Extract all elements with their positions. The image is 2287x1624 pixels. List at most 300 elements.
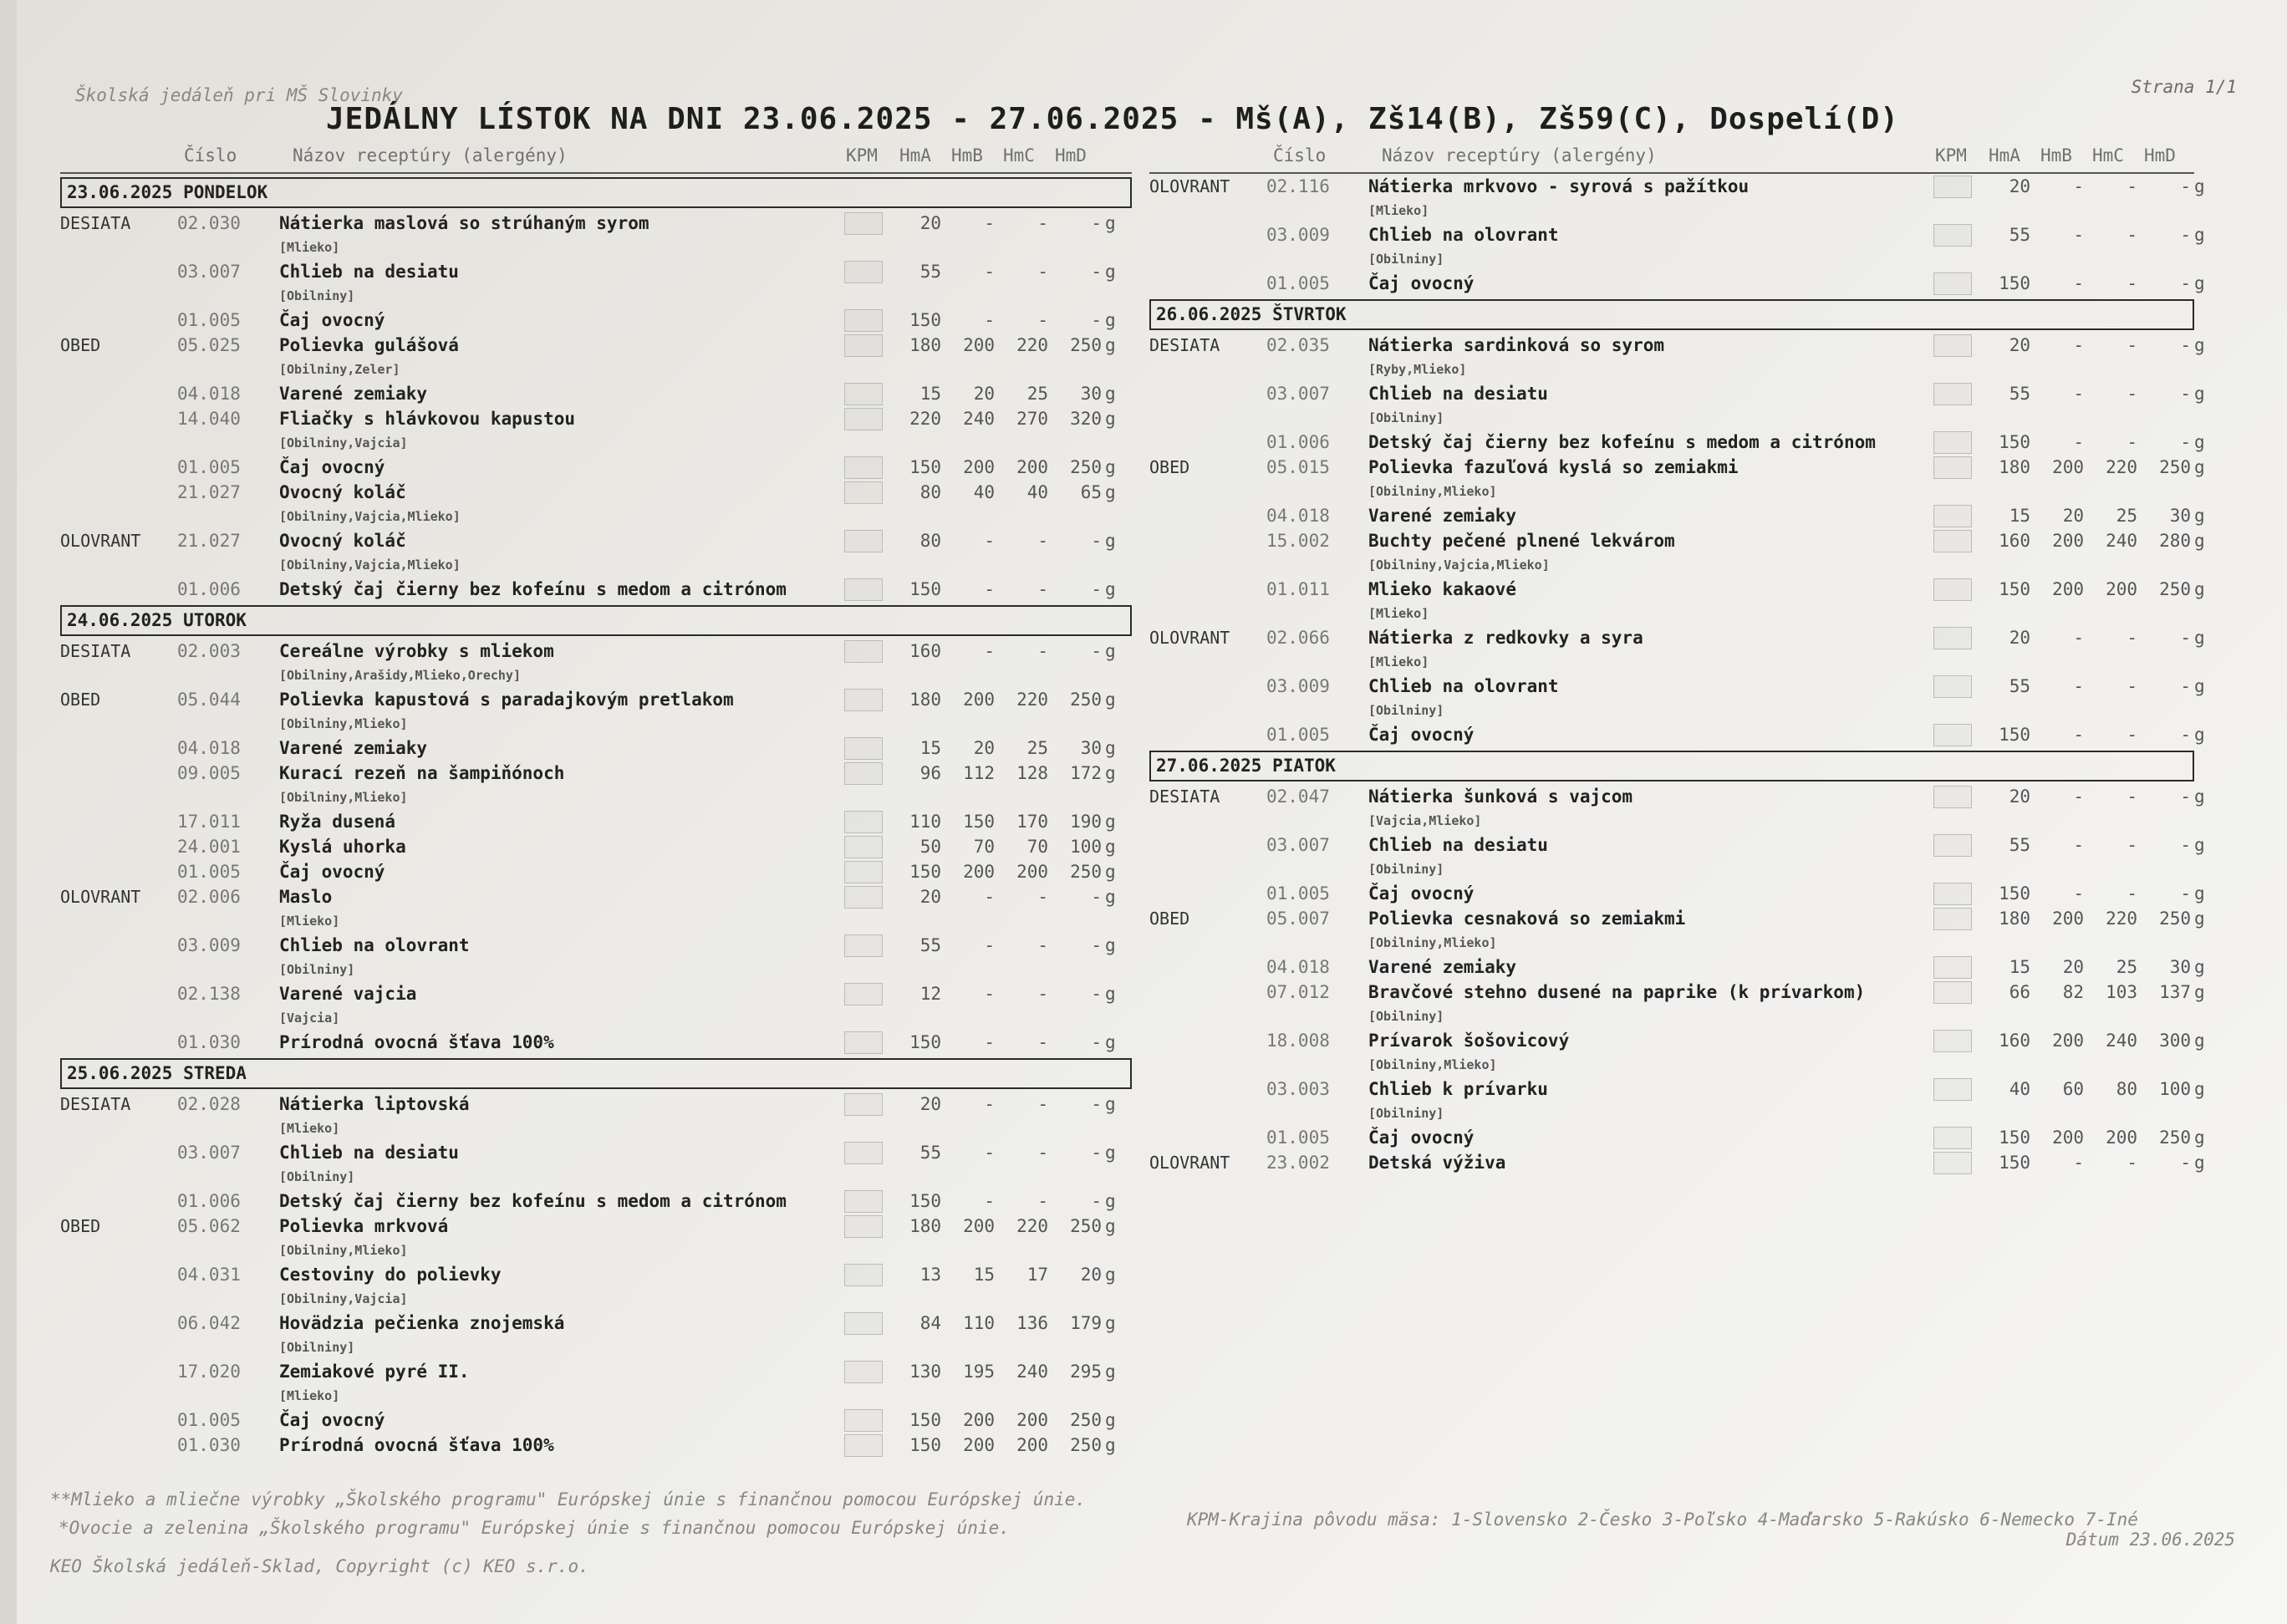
menu-item-row: [60, 1140, 1132, 1165]
kpm-box: [844, 578, 883, 601]
recipe-code: 02.138: [177, 984, 241, 1004]
day-header: 27.06.2025 PIATOK: [1149, 751, 2194, 781]
recipe-name: Polievka cesnaková so zemiakmi: [1368, 909, 1686, 929]
allergen-row: [1149, 553, 2194, 577]
menu-item-row: [60, 761, 1132, 786]
allergen-row: [60, 1336, 1132, 1359]
recipe-name: Nátierka liptovská: [279, 1094, 470, 1114]
portion-b: 200: [963, 1216, 995, 1236]
kpm-box: [844, 456, 883, 479]
allergens: [Obilniny]: [1368, 862, 1444, 877]
allergens: [Obilniny,Vajcia,Mlieko]: [279, 557, 461, 573]
allergen-row: [60, 553, 1132, 577]
recipe-code: 02.006: [177, 887, 241, 907]
recipe-code: 24.001: [177, 837, 241, 857]
unit: g: [2194, 676, 2205, 696]
portion-d: -: [2180, 432, 2191, 452]
unit: g: [1105, 763, 1116, 783]
portion-a: 55: [2009, 835, 2030, 855]
header-kpm: KPM: [846, 145, 878, 165]
recipe-code: 21.027: [177, 531, 241, 551]
kpm-box: [1933, 431, 1972, 454]
kpm-box: [844, 1031, 883, 1054]
portion-b: -: [984, 1094, 995, 1114]
kpm-box: [844, 1312, 883, 1335]
portion-d: -: [1091, 310, 1102, 330]
portion-a: 80: [919, 531, 941, 551]
unit: g: [1105, 1094, 1116, 1114]
header-nazov: Názov receptúry (alergény): [293, 145, 568, 165]
portion-c: 40: [1026, 482, 1048, 502]
portion-b: 20: [2062, 957, 2084, 977]
menu-item-row: [60, 1408, 1132, 1433]
menu-item-row: [60, 577, 1132, 602]
portion-b: -: [2073, 384, 2084, 404]
portion-b: 200: [2052, 909, 2084, 929]
portion-a: 150: [1999, 725, 2030, 745]
recipe-name: Detský čaj čierny bez kofeínu s medom a citrónom: [279, 579, 787, 599]
recipe-name: Maslo: [279, 887, 333, 907]
recipe-name: Čaj ovocný: [1368, 273, 1475, 293]
menu-item-row: [60, 381, 1132, 406]
portion-d: -: [1091, 531, 1102, 551]
kpm-box: [1933, 908, 1972, 930]
allergen-row: [60, 1384, 1132, 1408]
unit: g: [1105, 262, 1116, 282]
unit: g: [2194, 225, 2205, 245]
kpm-box: [1933, 883, 1972, 905]
header-hmd: HmD: [2144, 145, 2176, 165]
recipe-name: Zemiakové pyré II.: [279, 1362, 470, 1382]
kpm-box: [844, 530, 883, 552]
meal-type: DESIATA: [60, 641, 131, 661]
recipe-code: 05.044: [177, 690, 241, 710]
portion-d: 179: [1070, 1313, 1102, 1333]
header-hmc: HmC: [2092, 145, 2124, 165]
recipe-name: Bravčové stehno dusené na paprike (k prívarkom): [1368, 982, 1866, 1002]
portion-b: 200: [963, 1435, 995, 1455]
unit: g: [1105, 862, 1116, 882]
recipe-code: 02.003: [177, 641, 241, 661]
portion-c: -: [1037, 641, 1048, 661]
portion-a: 55: [2009, 384, 2030, 404]
unit: g: [2194, 725, 2205, 745]
unit: g: [2194, 384, 2205, 404]
unit: g: [1105, 1032, 1116, 1052]
menu-item-row: [1149, 881, 2205, 906]
portion-b: 200: [963, 457, 995, 477]
menu-item-row: [1149, 271, 2205, 296]
meal-type: DESIATA: [60, 213, 131, 233]
unit: g: [2194, 1153, 2205, 1173]
menu-item-row: [1149, 430, 2205, 455]
unit: g: [2194, 506, 2205, 526]
unit: g: [1105, 1216, 1116, 1236]
menu-item-row: [1149, 906, 2205, 931]
recipe-code: 01.006: [1266, 432, 1330, 452]
recipe-name: Varené zemiaky: [1368, 957, 1517, 977]
recipe-name: Varené zemiaky: [279, 384, 428, 404]
menu-item-row: [60, 211, 1132, 236]
recipe-code: 03.007: [1266, 384, 1330, 404]
portion-d: 30: [1080, 738, 1102, 758]
recipe-name: Detský čaj čierny bez kofeínu s medom a citrónom: [1368, 432, 1876, 452]
portion-d: 250: [1070, 457, 1102, 477]
kpm-box: [844, 737, 883, 760]
portion-b: -: [984, 213, 995, 233]
recipe-name: Nátierka sardinková so syrom: [1368, 335, 1665, 355]
portion-d: 250: [2159, 579, 2191, 599]
allergens: [Obilniny,Vajcia]: [279, 1291, 408, 1306]
recipe-name: Čaj ovocný: [279, 862, 385, 882]
allergens: [Obilniny]: [1368, 703, 1444, 718]
recipe-code: 03.009: [1266, 225, 1330, 245]
portion-b: -: [984, 935, 995, 955]
recipe-code: 02.030: [177, 213, 241, 233]
menu-item-row: [1149, 1150, 2205, 1175]
menu-item-row: [60, 1030, 1132, 1055]
unit: g: [1105, 409, 1116, 429]
recipe-code: 01.005: [1266, 273, 1330, 293]
portion-c: 220: [2106, 909, 2137, 929]
kpm-box: [1933, 578, 1972, 601]
allergen-row: [1149, 931, 2194, 955]
portion-b: 40: [973, 482, 995, 502]
portion-d: -: [2180, 883, 2191, 904]
recipe-name: Čaj ovocný: [1368, 883, 1475, 904]
recipe-code: 04.018: [1266, 957, 1330, 977]
day-header: 24.06.2025 UTOROK: [60, 605, 1132, 636]
kpm-box: [844, 640, 883, 663]
unit: g: [1105, 641, 1116, 661]
allergen-row: [60, 958, 1132, 981]
unit: g: [2194, 273, 2205, 293]
recipe-code: 03.009: [1266, 676, 1330, 696]
recipe-code: 01.030: [177, 1032, 241, 1052]
portion-d: 30: [2169, 957, 2191, 977]
portion-d: 300: [2159, 1031, 2191, 1051]
recipe-name: Hovädzia pečienka znojemská: [279, 1313, 565, 1333]
footnote-fruit: *Ovocie a zelenina „Školského programu" Európskej únie s finančnou pomocou Európskej únie.: [59, 1518, 1010, 1538]
portion-b: 60: [2062, 1079, 2084, 1099]
menu-item-row: [60, 933, 1132, 958]
portion-c: -: [2127, 335, 2137, 355]
portion-a: 15: [919, 738, 941, 758]
allergens: [Mlieko]: [279, 1121, 340, 1136]
portion-c: 128: [1016, 763, 1048, 783]
portion-a: 20: [919, 1094, 941, 1114]
menu-item-row: [1149, 784, 2205, 809]
meal-type: OBED: [1149, 457, 1190, 477]
day-header: 23.06.2025 PONDELOK: [60, 177, 1132, 208]
recipe-code: 18.008: [1266, 1031, 1330, 1051]
allergens: [Obilniny,Mlieko]: [279, 716, 408, 731]
portion-c: 25: [2116, 957, 2137, 977]
allergens: [Ryby,Mlieko]: [1368, 362, 1467, 377]
portion-c: -: [2127, 273, 2137, 293]
unit: g: [1105, 1410, 1116, 1430]
kpm-box: [844, 309, 883, 332]
header-hmc: HmC: [1003, 145, 1035, 165]
unit: g: [1105, 213, 1116, 233]
portion-c: 200: [1016, 862, 1048, 882]
recipe-code: 21.027: [177, 482, 241, 502]
portion-a: 110: [909, 812, 941, 832]
kpm-box: [844, 334, 883, 357]
recipe-name: Chlieb na desiatu: [279, 262, 459, 282]
recipe-code: 03.003: [1266, 1079, 1330, 1099]
allergen-row: [60, 1006, 1132, 1030]
portion-b: -: [2073, 225, 2084, 245]
allergens: [Obilniny,Mlieko]: [279, 790, 408, 805]
portion-c: 25: [2116, 506, 2137, 526]
portion-d: -: [2180, 787, 2191, 807]
unit: g: [1105, 310, 1116, 330]
portion-d: -: [2180, 176, 2191, 196]
portion-b: -: [2073, 335, 2084, 355]
unit: g: [2194, 1128, 2205, 1148]
allergen-row: [1149, 1102, 2194, 1125]
recipe-name: Polievka kapustová s paradajkovým pretlakom: [279, 690, 734, 710]
menu-sheet: [17, 0, 2287, 1624]
kpm-box: [1933, 956, 1972, 979]
left-column: [60, 142, 1132, 1458]
recipe-code: 03.007: [1266, 835, 1330, 855]
portion-b: 200: [963, 335, 995, 355]
portion-c: 25: [1026, 738, 1048, 758]
portion-b: 200: [2052, 579, 2084, 599]
print-date: Dátum 23.06.2025: [2065, 1530, 2235, 1550]
recipe-name: Čaj ovocný: [1368, 725, 1475, 745]
unit: g: [2194, 432, 2205, 452]
unit: g: [1105, 482, 1116, 502]
menu-item-row: [60, 736, 1132, 761]
recipe-code: 03.009: [177, 935, 241, 955]
portion-c: -: [2127, 628, 2137, 648]
menu-item-row: [60, 859, 1132, 884]
portion-c: 25: [1026, 384, 1048, 404]
kpm-box: [1933, 1078, 1972, 1101]
school-name: Školská jedáleň pri MŠ Slovinky: [75, 85, 403, 105]
portion-b: 70: [973, 837, 995, 857]
allergen-row: [1149, 358, 2194, 381]
day-header: 25.06.2025 STREDA: [60, 1058, 1132, 1089]
portion-d: 250: [2159, 457, 2191, 477]
header-kpm: KPM: [1935, 145, 1967, 165]
portion-a: 150: [909, 1191, 941, 1211]
unit: g: [2194, 909, 2205, 929]
portion-d: 172: [1070, 763, 1102, 783]
portion-c: -: [1037, 579, 1048, 599]
recipe-code: 01.005: [1266, 1128, 1330, 1148]
portion-a: 15: [2009, 957, 2030, 977]
recipe-code: 01.005: [177, 862, 241, 882]
recipe-name: Nátierka mrkvovo - syrová s pažítkou: [1368, 176, 1750, 196]
recipe-code: 05.007: [1266, 909, 1330, 929]
portion-a: 150: [909, 1410, 941, 1430]
meal-type: OBED: [60, 1216, 101, 1236]
portion-c: -: [2127, 883, 2137, 904]
unit: g: [1105, 531, 1116, 551]
portion-c: -: [1037, 887, 1048, 907]
portion-b: -: [2073, 628, 2084, 648]
portion-c: -: [1037, 1143, 1048, 1163]
unit: g: [1105, 1313, 1116, 1333]
recipe-code: 01.006: [177, 579, 241, 599]
allergens: [Obilniny,Mlieko]: [279, 1243, 408, 1258]
portion-b: -: [2073, 273, 2084, 293]
portion-a: 180: [909, 1216, 941, 1236]
portion-d: 320: [1070, 409, 1102, 429]
allergens: [Obilniny]: [279, 962, 355, 977]
header-hmd: HmD: [1055, 145, 1087, 165]
kpm-box: [844, 689, 883, 711]
allergens: [Obilniny]: [1368, 252, 1444, 267]
recipe-code: 01.005: [177, 1410, 241, 1430]
portion-c: -: [2127, 725, 2137, 745]
portion-b: -: [984, 1032, 995, 1052]
kpm-box: [844, 1215, 883, 1238]
portion-d: 250: [2159, 1128, 2191, 1148]
portion-a: 150: [1999, 273, 2030, 293]
portion-d: -: [1091, 1191, 1102, 1211]
portion-b: -: [984, 310, 995, 330]
menu-item-row: [60, 687, 1132, 712]
kpm-box: [844, 836, 883, 858]
meal-type: OLOVRANT: [60, 887, 141, 907]
allergens: [Mlieko]: [1368, 203, 1429, 218]
portion-c: 17: [1026, 1265, 1048, 1285]
recipe-code: 04.018: [177, 384, 241, 404]
unit: g: [2194, 1031, 2205, 1051]
menu-item-row: [60, 1359, 1132, 1384]
portion-a: 55: [2009, 676, 2030, 696]
menu-item-row: [60, 528, 1132, 553]
portion-b: -: [2073, 725, 2084, 745]
unit: g: [2194, 628, 2205, 648]
recipe-code: 02.035: [1266, 335, 1330, 355]
allergen-row: [1149, 480, 2194, 503]
portion-b: 82: [2062, 982, 2084, 1002]
portion-c: -: [2127, 432, 2137, 452]
portion-b: -: [984, 262, 995, 282]
allergens: [Obilniny,Vajcia]: [279, 435, 408, 451]
portion-c: 200: [1016, 1410, 1048, 1430]
kpm-box: [1933, 786, 1972, 808]
portion-a: 20: [919, 887, 941, 907]
portion-a: 15: [919, 384, 941, 404]
portion-a: 150: [909, 310, 941, 330]
kpm-box: [1933, 1152, 1972, 1174]
header-hmb: HmB: [2040, 145, 2072, 165]
recipe-name: Chlieb k prívarku: [1368, 1079, 1548, 1099]
portion-a: 150: [1999, 1153, 2030, 1173]
allergen-row: [60, 505, 1132, 528]
portion-d: -: [2180, 835, 2191, 855]
unit: g: [2194, 457, 2205, 477]
recipe-code: 01.005: [177, 457, 241, 477]
portion-d: 30: [2169, 506, 2191, 526]
menu-item-row: [1149, 625, 2205, 650]
meal-type: OBED: [1149, 909, 1190, 929]
menu-item-row: [1149, 674, 2205, 699]
menu-item-row: [1149, 174, 2205, 199]
unit: g: [1105, 579, 1116, 599]
portion-d: -: [2180, 273, 2191, 293]
portion-d: -: [2180, 335, 2191, 355]
kpm-box: [844, 1190, 883, 1213]
recipe-code: 03.007: [177, 1143, 241, 1163]
portion-c: -: [2127, 384, 2137, 404]
unit: g: [1105, 457, 1116, 477]
portion-d: -: [1091, 1094, 1102, 1114]
allergens: [Vajcia]: [279, 1011, 340, 1026]
recipe-name: Čaj ovocný: [279, 1410, 385, 1430]
menu-item-row: [60, 1262, 1132, 1287]
kpm-box: [844, 408, 883, 430]
portion-d: 280: [2159, 531, 2191, 551]
portion-d: -: [1091, 213, 1102, 233]
recipe-name: Polievka gulášová: [279, 335, 459, 355]
portion-b: -: [2073, 676, 2084, 696]
portion-a: 20: [919, 213, 941, 233]
kpm-box: [844, 261, 883, 283]
menu-item-row: [60, 1189, 1132, 1214]
portion-b: 110: [963, 1313, 995, 1333]
menu-item-row: [1149, 222, 2205, 247]
portion-b: -: [2073, 432, 2084, 452]
page-number: Strana 1/1: [2131, 77, 2237, 97]
portion-c: -: [1037, 984, 1048, 1004]
recipe-name: Detská výživa: [1368, 1153, 1506, 1173]
portion-a: 20: [2009, 787, 2030, 807]
kpm-box: [844, 383, 883, 405]
meal-type: OLOVRANT: [1149, 1153, 1230, 1173]
kpm-legend: KPM-Krajina pôvodu mäsa: 1-Slovensko 2-Česko 3-Poľsko 4-Maďarsko 5-Rakúsko 6-Nemecko 7-Iné: [1187, 1509, 2138, 1530]
allergens: [Vajcia,Mlieko]: [1368, 813, 1482, 828]
portion-d: 100: [1070, 837, 1102, 857]
portion-b: 240: [963, 409, 995, 429]
menu-item-row: [1149, 503, 2205, 528]
menu-item-row: [60, 480, 1132, 505]
portion-d: -: [1091, 579, 1102, 599]
portion-d: -: [1091, 935, 1102, 955]
menu-item-row: [1149, 1077, 2205, 1102]
menu-item-row: [1149, 333, 2205, 358]
portion-c: 80: [2116, 1079, 2137, 1099]
allergen-row: [60, 1239, 1132, 1262]
header-cislo: Číslo: [1273, 145, 1327, 165]
portion-d: -: [2180, 1153, 2191, 1173]
recipe-name: Čaj ovocný: [1368, 1128, 1475, 1148]
unit: g: [1105, 738, 1116, 758]
portion-d: -: [2180, 225, 2191, 245]
recipe-name: Ryža dusená: [279, 812, 396, 832]
portion-d: -: [1091, 262, 1102, 282]
unit: g: [1105, 984, 1116, 1004]
portion-d: 250: [1070, 690, 1102, 710]
menu-item-row: [60, 1433, 1132, 1458]
unit: g: [2194, 883, 2205, 904]
recipe-code: 05.025: [177, 335, 241, 355]
unit: g: [1105, 1143, 1116, 1163]
portion-a: 55: [919, 262, 941, 282]
allergens: [Mlieko]: [1368, 654, 1429, 669]
portion-b: -: [2073, 176, 2084, 196]
kpm-box: [844, 762, 883, 785]
right-column: [1149, 142, 2205, 1175]
kpm-box: [1933, 383, 1972, 405]
